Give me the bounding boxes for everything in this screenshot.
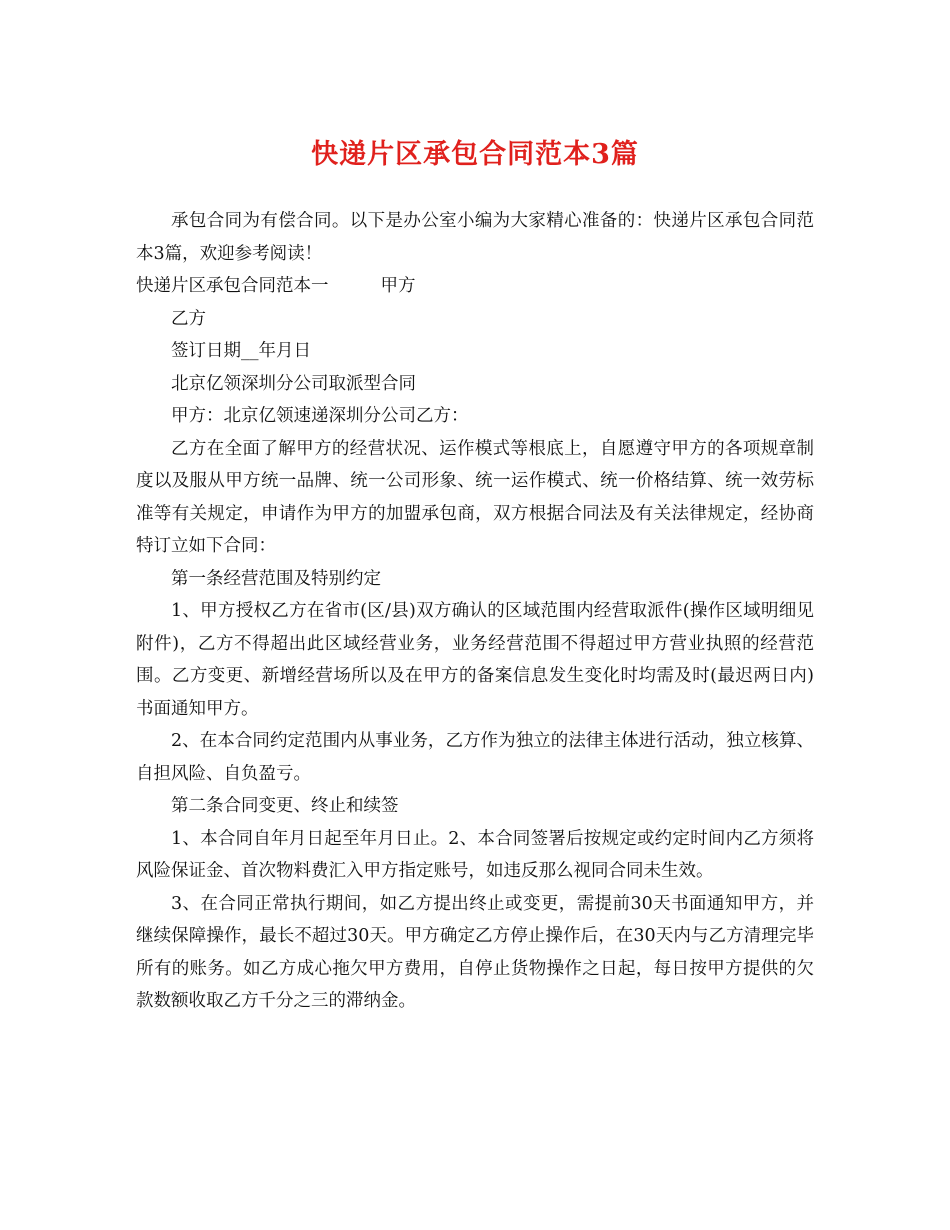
- paragraph-contract-name: 北京亿领深圳分公司取派型合同: [171, 373, 416, 394]
- paragraph-party-b: 乙方: [171, 308, 206, 329]
- paragraph-article-1-1: 1、甲方授权乙方在省市(区/县)双方确认的区域范围内经营取派件(操作区域明细见附件)，乙方不得超出此区域经营业务，业务经营范围不得超过甲方营业执照的经营范围。乙方变更、新增经营场所以及在甲方的备案信息发生变化时均需及时(最迟两日内)书面通知甲方。: [136, 601, 814, 719]
- paragraph-article-2-1: 1、本合同自年月日起至年月日止。2、本合同签署后按规定或约定时间内乙方须将风险保证金、首次物料费汇入甲方指定账号，如违反那么视同合同未生效。: [136, 828, 814, 881]
- paragraph-intro: 承包合同为有偿合同。以下是办公室小编为大家精心准备的：快递片区承包合同范本3篇，欢迎参考阅读！: [136, 211, 814, 264]
- document-body: [136, 205, 814, 1018]
- paragraph-heading-one: [136, 270, 814, 303]
- paragraph-article-1-2: 2、在本合同约定范围内从事业务，乙方作为独立的法律主体进行活动，独立核算、自担风险、自负盈亏。: [136, 731, 814, 784]
- paragraph-parties: 甲方：北京亿领速递深圳分公司乙方：: [171, 406, 469, 426]
- paragraph-article-1: 第一条经营范围及特别约定: [171, 568, 381, 589]
- document-title: 快递片区承包合同范本3篇: [311, 139, 639, 170]
- paragraph-article-2-3: 3、在合同正常执行期间，如乙方提出终止或变更，需提前30天书面通知甲方，并继续保障操作，最长不超过30天。甲方确定乙方停止操作后，在30天内与乙方清理完毕所有的账务。如乙方成心拖欠甲方费用，自停止货物操作之日起，每日按甲方提供的欠款数额收取乙方千分之三的滞纳金。: [136, 893, 814, 1011]
- heading-one-text: 快递片区承包合同范本一: [136, 276, 329, 296]
- paragraph-sign-date: 签订日期__年月日: [171, 341, 311, 361]
- heading-one-party-a: 甲方: [380, 276, 416, 296]
- paragraph-article-2: 第二条合同变更、终止和续签: [171, 796, 399, 816]
- paragraph-preamble: 乙方在全面了解甲方的经营状况、运作模式等根底上，自愿遵守甲方的各项规章制度以及服从甲方统一品牌、统一公司形象、统一运作模式、统一价格结算、统一效劳标准等有关规定，申请作为甲方的加盟承包商，双方根据合同法及有关法律规定，经协商特订立如下合同：: [136, 438, 814, 556]
